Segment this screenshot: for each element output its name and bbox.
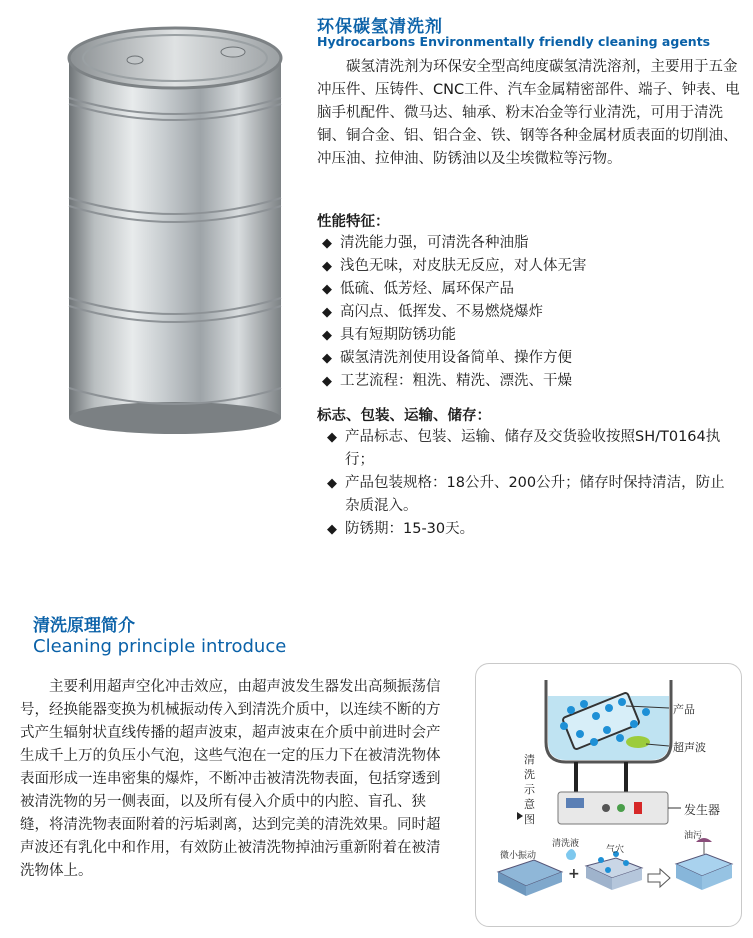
steel-drum-image [55, 8, 295, 448]
product-intro-text: 碳氢清洗剂为环保安全型高纯度碳氢清洗溶剂，主要用于五金冲压件、压铸件、CNC工件、汽车金属精密部件、端子、钟表、电脑手机配件、微马达、轴承、粉末冶金等行业清洗，可用于清洗铜、铜合金、铝、铝合金、铁、钢等各种金属材质表面的切削油、冲压油、拉伸油、防锈油以及尘埃微粒等污物。 [317, 59, 740, 167]
principle-title-en: Cleaning principle introduce [33, 636, 287, 657]
feature-item: ◆ 工艺流程：粗洗、精洗、漂洗、干燥 [322, 370, 587, 393]
diagram-label-cavity: 气穴 [606, 845, 625, 855]
diagram-label-ultrasonic: 超声波 [673, 741, 706, 754]
feature-item: ◆ 高闪点、低挥发、不易燃烧爆炸 [322, 301, 587, 324]
packaging-item: ◆ 产品包装规格：18公升、200公升；储存时保持清洁，防止杂质混入。 [327, 472, 737, 518]
feature-item: ◆ 低硫、低芳烃、属环保产品 [322, 278, 587, 301]
features-list [322, 232, 587, 393]
diagram-label-generator: 发生器 [684, 803, 721, 817]
diamond-bullet-icon: ◆ [322, 259, 332, 274]
feature-item: ◆ 清洗能力强，可清洗各种油脂 [322, 232, 587, 255]
product-title-cn: 环保碳氢清洗剂 [317, 17, 443, 37]
diagram-label-oil: 油污 [684, 831, 703, 841]
product-title-en: Hydrocarbons Environmentally friendly cleaning agents [317, 34, 711, 49]
feature-item: ◆ 碳氢清洗剂使用设备简单、操作方便 [322, 347, 587, 370]
feature-item: ◆ 浅色无味，对皮肤无反应，对人体无害 [322, 255, 587, 278]
features-heading: 性能特征： [317, 214, 390, 230]
diamond-bullet-icon: ◆ [322, 282, 332, 297]
diamond-bullet-icon: ◆ [327, 476, 337, 491]
packaging-item: ◆ 产品标志、包装、运输、储存及交货验收按照SH/T0164执行； [327, 426, 737, 472]
diagram-label-liquid: 清洗液 [552, 839, 580, 849]
principle-body [20, 676, 445, 883]
diagram-label-vibration: 微小振动 [500, 851, 537, 861]
cleaning-diagram-graphic [476, 664, 741, 926]
product-intro [317, 56, 745, 171]
diamond-bullet-icon: ◆ [322, 305, 332, 320]
feature-item: ◆ 具有短期防锈功能 [322, 324, 587, 347]
diamond-bullet-icon: ◆ [327, 430, 337, 445]
diamond-bullet-icon: ◆ [322, 351, 332, 366]
diamond-bullet-icon: ◆ [322, 328, 332, 343]
packaging-heading: 标志、包装、运输、储存： [317, 408, 491, 424]
diamond-bullet-icon: ◆ [322, 236, 332, 251]
principle-body-text: 主要利用超声空化冲击效应，由超声波发生器发出高频振荡信号，经换能器变换为机械振动传入到清洗介质中，以连续不断的方式产生辐射状直线传播的超声波束，超声波束在介质中前进时会产生成千上万的负压小气泡，这些气泡在一定的压力下在被清洗物体表面形成一连串密集的爆炸，不断冲击被清洗物表面，包括穿透到被清洗物的另一侧表面，以及所有侵入介质中的内腔、盲孔、狭缝，将清洗物表面附着的污垢剥离，达到完美的清洗效果。同时超声波还有乳化中和作用，有效防止被清洗物掉油污重新附着在被清洗物体上。 [20, 679, 441, 879]
cleaning-diagram [475, 663, 742, 927]
diagram-label-product: 产品 [673, 703, 695, 716]
diamond-bullet-icon: ◆ [322, 374, 332, 389]
packaging-list [327, 426, 737, 541]
svg-text:+: + [568, 866, 580, 882]
packaging-item: ◆ 防锈期：15-30天。 [327, 518, 737, 541]
diamond-bullet-icon: ◆ [327, 522, 337, 537]
principle-title-cn: 清洗原理简介 [33, 616, 135, 636]
diagram-vertical-label: 清洗示意图 [524, 753, 535, 826]
